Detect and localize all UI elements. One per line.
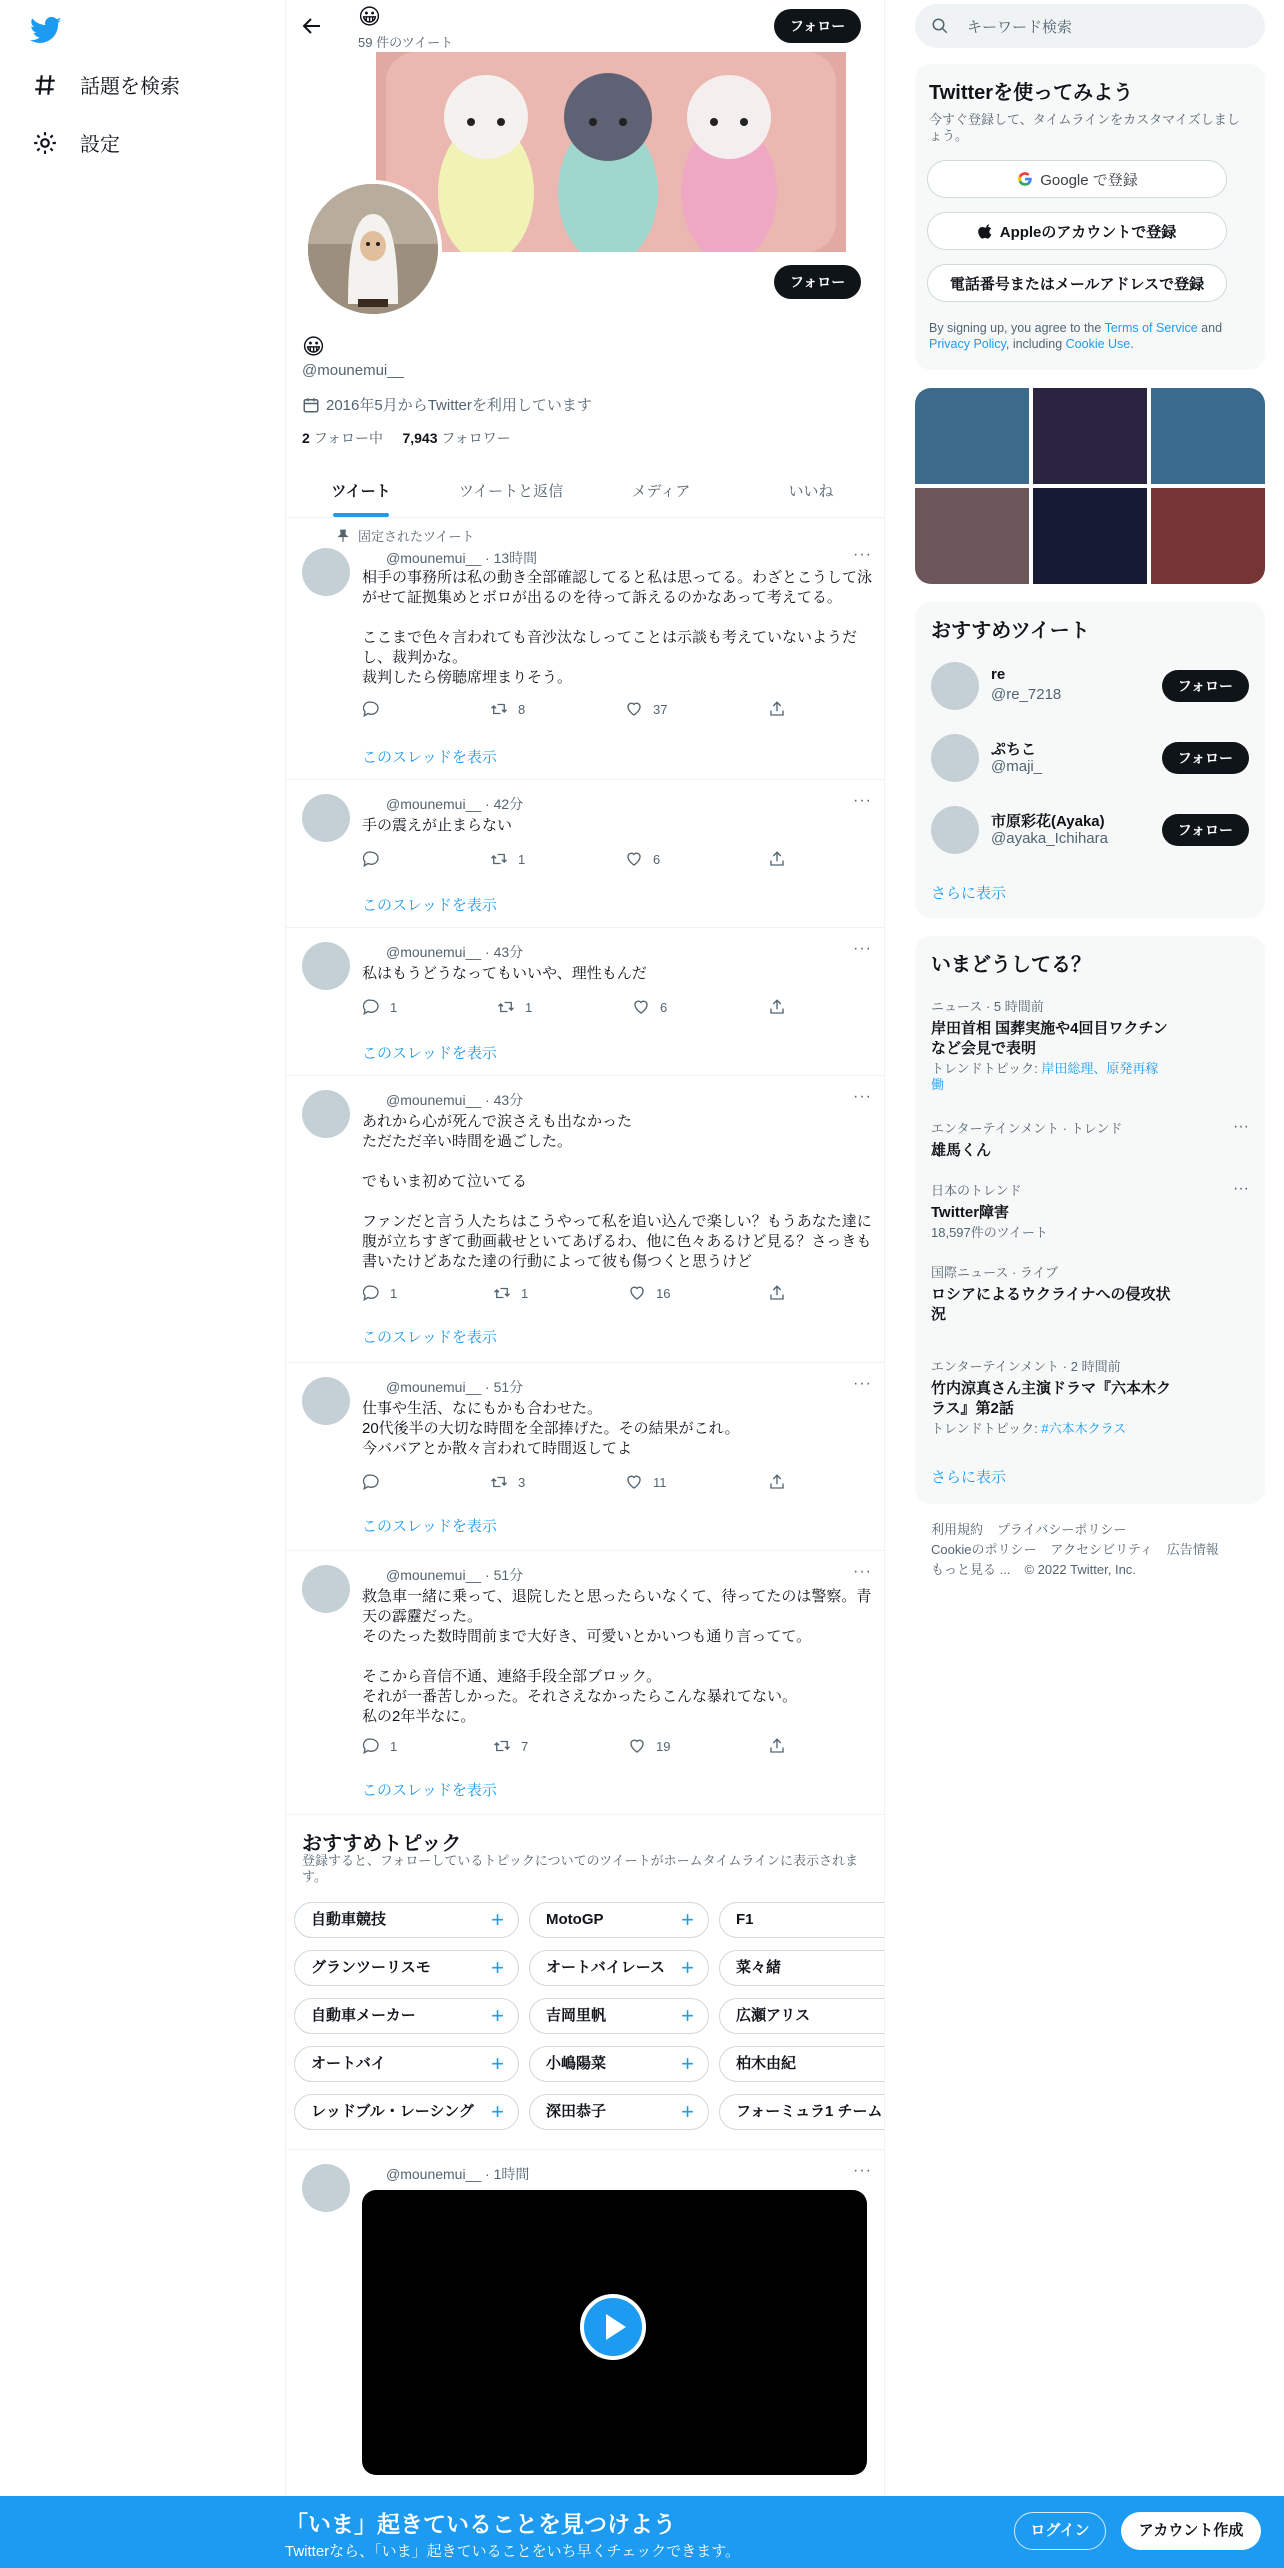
search-placeholder: キーワード検索 xyxy=(967,18,1073,36)
topic-chip-label: 吉岡里帆 xyxy=(546,2007,607,2024)
profile-joined-text: 2016年5月からTwitterを利用しています xyxy=(326,397,592,414)
retweet-count: 8 xyxy=(518,701,526,717)
tweet-item[interactable] xyxy=(286,1076,885,1363)
plus-icon[interactable]: + xyxy=(491,1955,504,1980)
avatar[interactable] xyxy=(302,1090,350,1138)
trend-item[interactable] xyxy=(931,1180,1231,1241)
tweet-text: 手の震えが止まらない xyxy=(362,817,513,834)
retweet-count: 1 xyxy=(518,851,526,867)
user-handle: @re_7218 xyxy=(991,686,1062,703)
plus-icon[interactable]: + xyxy=(491,2099,504,2124)
topic-chip[interactable] xyxy=(294,2046,519,2082)
avatar[interactable] xyxy=(931,806,979,854)
nav-settings-label: 設定 xyxy=(80,134,120,156)
topic-chip[interactable] xyxy=(719,2046,885,2082)
trend-title: 雄馬くん xyxy=(931,1142,992,1159)
trend-title: 竹内涼真さん主演ドラマ『六本木クラス』第2話 xyxy=(931,1380,1172,1417)
reply-icon xyxy=(362,700,380,718)
trend-meta-links[interactable]: #六本木クラス xyxy=(1041,1421,1127,1436)
avatar[interactable] xyxy=(302,1377,350,1425)
google-icon xyxy=(1016,170,1034,188)
topic-chip[interactable] xyxy=(294,1950,519,1986)
tweet-actions xyxy=(362,1737,802,1757)
plus-icon[interactable]: + xyxy=(681,1907,694,1932)
trend-title: 岸田首相 国葬実施や4回目ワクチンなど会見で表明 xyxy=(931,1020,1168,1057)
topics-subtitle: 登録すると、フォローしているトピックについてのツイートがホームタイムラインに表示されます。 xyxy=(302,1853,859,1884)
retweet-button[interactable] xyxy=(490,1473,525,1491)
signup-card xyxy=(915,64,1265,370)
retweet-button[interactable] xyxy=(490,700,525,718)
topic-chip-label: 自動車メーカー xyxy=(311,2007,416,2024)
nav-settings[interactable] xyxy=(32,128,120,157)
reply-button[interactable] xyxy=(362,850,390,868)
legal-text: . xyxy=(1130,337,1134,351)
more-options-icon[interactable]: ··· xyxy=(853,1088,872,1105)
topic-chip-label: 自動車競技 xyxy=(311,1911,387,1928)
reply-button[interactable] xyxy=(362,1284,397,1302)
show-thread-link[interactable]: このスレッドを表示 xyxy=(362,1782,497,1799)
trend-meta: 18,597件のツイート xyxy=(931,1225,1048,1240)
profile-header-bar xyxy=(286,0,885,52)
plus-icon[interactable]: + xyxy=(491,1907,504,1932)
trend-title: Twitter障害 xyxy=(931,1204,1010,1221)
search-input[interactable] xyxy=(915,4,1265,48)
retweet-icon xyxy=(497,998,515,1016)
login-button[interactable]: ログイン xyxy=(1014,2512,1106,2550)
topic-chip-label: グランツーリスモ xyxy=(311,1959,431,1976)
signup-legal xyxy=(929,320,1255,352)
hashtag-icon xyxy=(32,72,58,98)
topic-chip[interactable] xyxy=(294,1902,519,1938)
media-thumbnail[interactable] xyxy=(1151,388,1265,484)
retweet-count: 1 xyxy=(525,999,533,1015)
tweet-item[interactable] xyxy=(286,518,885,780)
apple-signup-label: Appleのアカウントで登録 xyxy=(999,223,1177,241)
calendar-icon xyxy=(302,396,320,414)
trend-item[interactable] xyxy=(931,1262,1171,1325)
like-count: 11 xyxy=(653,1474,667,1490)
topic-chip[interactable] xyxy=(719,2094,885,2130)
search-icon xyxy=(931,17,949,35)
back-arrow-icon[interactable] xyxy=(300,14,324,38)
topic-chip-label: 菜々緒 xyxy=(736,1959,782,1976)
tab-media[interactable]: メディア xyxy=(631,483,691,500)
footer-links xyxy=(931,1520,1251,1580)
topic-chip-label: F1 xyxy=(736,1911,754,1928)
topics-title: おすすめトピック xyxy=(302,1833,462,1855)
topic-chip[interactable] xyxy=(529,1950,709,1986)
tab-likes[interactable]: いいね xyxy=(788,483,834,500)
share-icon xyxy=(768,1284,786,1302)
heart-icon xyxy=(628,1284,646,1302)
trends-title: いまどうしてる？ xyxy=(931,954,1091,976)
trend-item[interactable] xyxy=(931,1118,1231,1161)
user-name[interactable]: ぷちこ xyxy=(991,741,1037,758)
share-button[interactable] xyxy=(768,1737,786,1755)
bottom-headline: 「いま」起きていることを見つけよう xyxy=(285,2511,676,2537)
topic-chip[interactable] xyxy=(719,1950,885,1986)
retweet-icon xyxy=(490,1473,508,1491)
show-thread-link[interactable]: このスレッドを表示 xyxy=(362,749,497,766)
reply-button[interactable] xyxy=(362,1737,397,1755)
topic-chip-label: 柏木由紀 xyxy=(736,2055,797,2072)
trend-meta-text: トレンドトピック: xyxy=(931,1061,1042,1076)
like-button[interactable] xyxy=(628,1737,670,1755)
topic-chip[interactable] xyxy=(529,2094,709,2130)
avatar[interactable] xyxy=(302,2164,350,2212)
trend-category: ニュース · 5 時間前 xyxy=(931,999,1044,1014)
trend-category: 日本のトレンド xyxy=(931,1183,1022,1198)
avatar[interactable] xyxy=(931,662,979,710)
plus-icon[interactable]: + xyxy=(491,2051,504,2076)
trend-category: エンターテインメント · トレンド xyxy=(931,1121,1123,1136)
like-button[interactable] xyxy=(625,850,660,868)
reply-icon xyxy=(362,1473,380,1491)
like-count: 6 xyxy=(653,851,661,867)
following-label: フォロー中 xyxy=(313,430,383,446)
google-signup-label: Google で登録 xyxy=(1040,171,1138,189)
more-options-icon[interactable]: ··· xyxy=(853,792,872,809)
topic-chip[interactable] xyxy=(529,1902,709,1938)
tweet-item[interactable] xyxy=(286,780,885,928)
apple-signup-button[interactable] xyxy=(927,212,1227,250)
avatar[interactable] xyxy=(302,942,350,990)
tweet-meta: @mounemui__ · 1時間 xyxy=(386,2166,530,2182)
reply-button[interactable] xyxy=(362,1473,390,1491)
more-options-icon[interactable]: ··· xyxy=(853,940,872,957)
recommended-topics xyxy=(286,1815,885,2150)
show-more-link[interactable]: さらに表示 xyxy=(931,1469,1007,1486)
media-thumbnail[interactable] xyxy=(915,488,1029,584)
privacy-link[interactable]: Privacy Policy xyxy=(929,337,1006,351)
more-options-icon[interactable]: ··· xyxy=(853,1563,872,1580)
tweet-actions xyxy=(362,1473,802,1493)
trend-meta-links[interactable]: 岸田総理、原発再稼働 xyxy=(931,1061,1159,1092)
tweet-actions xyxy=(362,1284,802,1304)
footer-link[interactable]: 利用規約 xyxy=(931,1522,984,1537)
profile-avatar[interactable] xyxy=(304,180,442,318)
profile-joined xyxy=(302,394,592,415)
media-thumbnail[interactable] xyxy=(1033,488,1147,584)
media-thumbnail[interactable] xyxy=(915,388,1029,484)
play-button[interactable] xyxy=(580,2294,646,2360)
tweet-item[interactable] xyxy=(286,1363,885,1551)
retweet-icon xyxy=(490,850,508,868)
retweet-icon xyxy=(493,1737,511,1755)
reply-count: 1 xyxy=(390,1285,398,1301)
reply-icon xyxy=(362,1284,380,1302)
tweet-text: 救急車一緒に乗って、退院したと思ったらいなくて、待ってたのは警察。青天の霹靂だった。 そのたった数時間前まで大好き、可愛いとかいつも通り言ってて。 そこから音信不通、連絡手段全部ブロック。 それが一番苦しかった。それさえなかったらこんな暴れてない。 私の2年半なに。 xyxy=(362,1588,872,1725)
profile-emoji: 😀 xyxy=(302,334,325,359)
tweet-text: 仕事や生活、なにもかも合わせた。 20代後半の大切な時間を全部捧げた。その結果がこれ。 今ババアとか散々言われて時間返してよ xyxy=(362,1400,740,1457)
topic-chip-label: 深田恭子 xyxy=(546,2103,607,2120)
cookie-link[interactable]: Cookie Use xyxy=(1065,337,1131,351)
topic-chip[interactable] xyxy=(719,1998,885,2034)
like-button[interactable] xyxy=(625,1473,667,1491)
bottom-signup-bar xyxy=(0,2496,1284,2568)
gear-icon xyxy=(32,130,58,156)
share-icon xyxy=(768,1473,786,1491)
retweet-count: 1 xyxy=(521,1285,529,1301)
avatar[interactable] xyxy=(302,548,350,596)
trend-meta-text: トレンドトピック: xyxy=(931,1421,1042,1436)
show-more-link[interactable]: さらに表示 xyxy=(931,885,1007,902)
footer-link[interactable]: アクセシビリティ xyxy=(1050,1542,1153,1557)
signup-subtitle: 今すぐ登録して、タイムラインをカスタマイズしましょう。 xyxy=(929,112,1240,143)
show-thread-link[interactable]: このスレッドを表示 xyxy=(362,897,497,914)
play-icon xyxy=(584,2298,642,2356)
trend-meta xyxy=(931,1421,1171,1437)
legal-text: By signing up, you agree to the xyxy=(929,321,1105,335)
topic-chip-label: 小嶋陽菜 xyxy=(546,2055,607,2072)
heart-icon xyxy=(625,1473,643,1491)
share-button[interactable] xyxy=(768,1284,786,1302)
apple-icon xyxy=(978,222,994,240)
topic-chip-label: 広瀬アリス xyxy=(736,2007,811,2024)
reply-count: 1 xyxy=(390,999,398,1015)
topic-chip-label: オートバイレース xyxy=(546,1959,665,1976)
retweet-button[interactable] xyxy=(493,1737,528,1755)
retweet-button[interactable] xyxy=(493,1284,528,1302)
tweet-item[interactable] xyxy=(286,928,885,1076)
pin-icon xyxy=(336,529,350,543)
footer-link[interactable]: Cookieのポリシー xyxy=(931,1542,1037,1557)
right-sidebar xyxy=(885,0,1284,2568)
plus-icon[interactable]: + xyxy=(681,2099,694,2124)
trend-category: エンターテインメント · 2 時間前 xyxy=(931,1359,1121,1374)
like-count: 6 xyxy=(660,999,668,1015)
trend-meta xyxy=(931,1061,1171,1093)
plus-icon[interactable]: + xyxy=(491,2003,504,2028)
left-navigation xyxy=(0,0,285,2568)
following-count: 2 xyxy=(302,430,310,446)
follow-button[interactable]: フォロー xyxy=(1162,814,1249,846)
reply-icon xyxy=(362,850,380,868)
reply-button[interactable] xyxy=(362,998,397,1016)
footer-link[interactable]: プライバシーポリシー xyxy=(997,1522,1127,1537)
user-name[interactable]: 市原彩花(Ayaka) xyxy=(991,813,1105,830)
topic-chip[interactable] xyxy=(529,1998,709,2034)
retweet-button[interactable] xyxy=(497,998,532,1016)
show-thread-link[interactable]: このスレッドを表示 xyxy=(362,1045,497,1062)
plus-icon[interactable]: + xyxy=(681,1955,694,1980)
share-button[interactable] xyxy=(768,998,786,1016)
more-options-icon[interactable]: ··· xyxy=(1233,1118,1249,1135)
like-button[interactable] xyxy=(632,998,667,1016)
trend-category: 国際ニュース · ライブ xyxy=(931,1265,1059,1280)
tweet-actions xyxy=(362,850,802,870)
follow-button[interactable]: フォロー xyxy=(1162,742,1249,774)
plus-icon[interactable]: + xyxy=(681,2051,694,2076)
like-count: 19 xyxy=(656,1738,671,1754)
trends-card xyxy=(915,936,1265,1504)
topic-chip-label: レッドブル・レーシング xyxy=(311,2103,474,2120)
video-player[interactable] xyxy=(362,2190,867,2475)
like-button[interactable] xyxy=(625,700,667,718)
header-tweet-count: 59 件のツイート xyxy=(358,35,454,50)
follow-button[interactable]: フォロー xyxy=(1162,670,1249,702)
profile-follow-button[interactable]: フォロー xyxy=(774,265,861,299)
retweet-count: 7 xyxy=(521,1738,529,1754)
header-follow-button[interactable]: フォロー xyxy=(774,9,861,43)
copyright: © 2022 Twitter, Inc. xyxy=(1024,1562,1136,1577)
share-button[interactable] xyxy=(768,850,786,868)
reply-count: 1 xyxy=(390,1738,398,1754)
tweet-item[interactable] xyxy=(286,1551,885,1815)
retweet-icon xyxy=(493,1284,511,1302)
topic-chip-label: フォーミュラ1 チーム xyxy=(736,2103,883,2120)
retweet-count: 3 xyxy=(518,1474,526,1490)
topic-chip[interactable] xyxy=(294,2094,519,2130)
tab-tweets[interactable]: ツイート xyxy=(286,466,436,517)
heart-icon xyxy=(632,998,650,1016)
show-thread-link[interactable]: このスレッドを表示 xyxy=(362,1518,497,1535)
user-handle: @maji_ xyxy=(991,758,1043,775)
tweet-meta: @mounemui__ · 43分 xyxy=(386,944,524,960)
topic-chip-label: MotoGP xyxy=(546,1911,604,1928)
legal-text: and xyxy=(1197,321,1223,335)
avatar[interactable] xyxy=(302,794,350,842)
legal-text: , including xyxy=(1005,337,1066,351)
topic-chip[interactable] xyxy=(719,1902,885,1938)
signup-title: Twitterを使ってみよう xyxy=(929,82,1134,104)
profile-handle: @mounemui__ xyxy=(302,362,404,379)
like-button[interactable] xyxy=(628,1284,670,1302)
topic-chip-label: オートバイ xyxy=(311,2055,386,2072)
heart-icon xyxy=(625,700,643,718)
trend-title: ロシアによるウクライナへの侵攻状況 xyxy=(931,1286,1171,1323)
share-icon xyxy=(768,700,786,718)
heart-icon xyxy=(625,850,643,868)
who-to-follow-title: おすすめツイート xyxy=(931,620,1090,642)
reply-button[interactable] xyxy=(362,700,390,718)
tweet-item[interactable] xyxy=(286,2150,885,2496)
nav-explore[interactable] xyxy=(32,70,180,99)
signup-button[interactable]: アカウント作成 xyxy=(1121,2512,1261,2550)
reply-icon xyxy=(362,1737,380,1755)
following-link[interactable] xyxy=(302,430,383,446)
avatar[interactable] xyxy=(931,734,979,782)
footer-link[interactable]: もっと見る ... xyxy=(931,1562,1011,1577)
tweet-actions xyxy=(362,700,802,720)
user-handle: @ayaka_Ichihara xyxy=(991,830,1108,847)
avatar[interactable] xyxy=(302,1565,350,1613)
phone-signup-button[interactable] xyxy=(927,264,1227,302)
retweet-button[interactable] xyxy=(490,850,525,868)
reply-icon xyxy=(362,998,380,1016)
pinned-label xyxy=(336,526,474,545)
plus-icon[interactable]: + xyxy=(681,2003,694,2028)
trend-item[interactable] xyxy=(931,1356,1171,1437)
topic-chip[interactable] xyxy=(529,2046,709,2082)
more-options-icon[interactable]: ··· xyxy=(853,2162,872,2179)
topic-chip[interactable] xyxy=(294,1998,519,2034)
tweet-meta: @mounemui__ · 13時間 xyxy=(386,550,538,566)
footer-link[interactable]: 広告情報 xyxy=(1166,1542,1219,1557)
media-grid xyxy=(915,388,1265,584)
profile-tabs xyxy=(286,466,885,518)
main-column xyxy=(285,0,885,2568)
more-options-icon[interactable]: ··· xyxy=(853,1375,872,1392)
tweet-actions xyxy=(362,998,802,1018)
media-thumbnail[interactable] xyxy=(1151,488,1265,584)
followers-label: フォロワー xyxy=(441,430,511,446)
share-button[interactable] xyxy=(768,700,786,718)
twitter-logo-icon[interactable] xyxy=(30,14,70,46)
tweet-meta: @mounemui__ · 42分 xyxy=(386,796,524,812)
trend-item[interactable] xyxy=(931,996,1171,1093)
google-signup-button[interactable] xyxy=(927,160,1227,198)
tweet-text: 私はもうどうなってもいいや、理性もんだ xyxy=(362,965,647,982)
terms-link[interactable]: Terms of Service xyxy=(1104,321,1198,335)
more-options-icon[interactable]: ··· xyxy=(853,546,872,563)
who-to-follow-card xyxy=(915,602,1265,918)
followers-count: 7,943 xyxy=(402,430,438,446)
like-count: 16 xyxy=(656,1285,671,1301)
bottom-subtitle: Twitterなら、「いま」起きていることをいち早くチェックできます。 xyxy=(285,2543,741,2560)
share-button[interactable] xyxy=(768,1473,786,1491)
profile-follow-stats xyxy=(302,428,511,448)
phone-signup-label: 電話番号またはメールアドレスで登録 xyxy=(949,275,1205,293)
tweet-text: あれから心が死んで涙さえも出なかった ただただ辛い時間を過ごした。 でもいま初めて泣いてる ファンだと言う人たちはこうやって私を追い込んで楽しい？もうあなた達に腹が立ちすぎて動画載せといてあげるわ、他に色々あるけど見る？さっきも書いたけどあなた達の行動によって彼も傷つくと思うけど xyxy=(362,1113,872,1270)
nav-explore-label: 話題を検索 xyxy=(80,76,180,98)
share-icon xyxy=(768,998,786,1016)
followers-link[interactable] xyxy=(402,430,510,446)
user-name[interactable]: re xyxy=(991,666,1006,683)
heart-icon xyxy=(628,1737,646,1755)
media-thumbnail[interactable] xyxy=(1033,388,1147,484)
header-emoji: 😀 xyxy=(358,4,381,29)
pinned-text: 固定されたツイート xyxy=(358,529,475,544)
show-thread-link[interactable]: このスレッドを表示 xyxy=(362,1329,497,1346)
like-count: 37 xyxy=(653,701,668,717)
retweet-icon xyxy=(490,700,508,718)
share-icon xyxy=(768,1737,786,1755)
tweet-meta: @mounemui__ · 51分 xyxy=(386,1567,524,1583)
share-icon xyxy=(768,850,786,868)
tweet-meta: @mounemui__ · 51分 xyxy=(386,1379,524,1395)
more-options-icon[interactable]: ··· xyxy=(1233,1180,1249,1197)
tab-tweets-and-replies[interactable]: ツイートと返信 xyxy=(458,483,564,500)
tweet-text: 相手の事務所は私の動き全部確認してると私は思ってる。わざとこうして泳がせて証拠集めとボロが出るのを待って訴えるのかなあって考えてる。 ここまで色々言われても音沙汰なしってことは示談も考えていないようだし、裁判かな。 裁判したら傍聴席埋まりそう。 xyxy=(362,569,873,686)
tweet-meta: @mounemui__ · 43分 xyxy=(386,1092,524,1108)
